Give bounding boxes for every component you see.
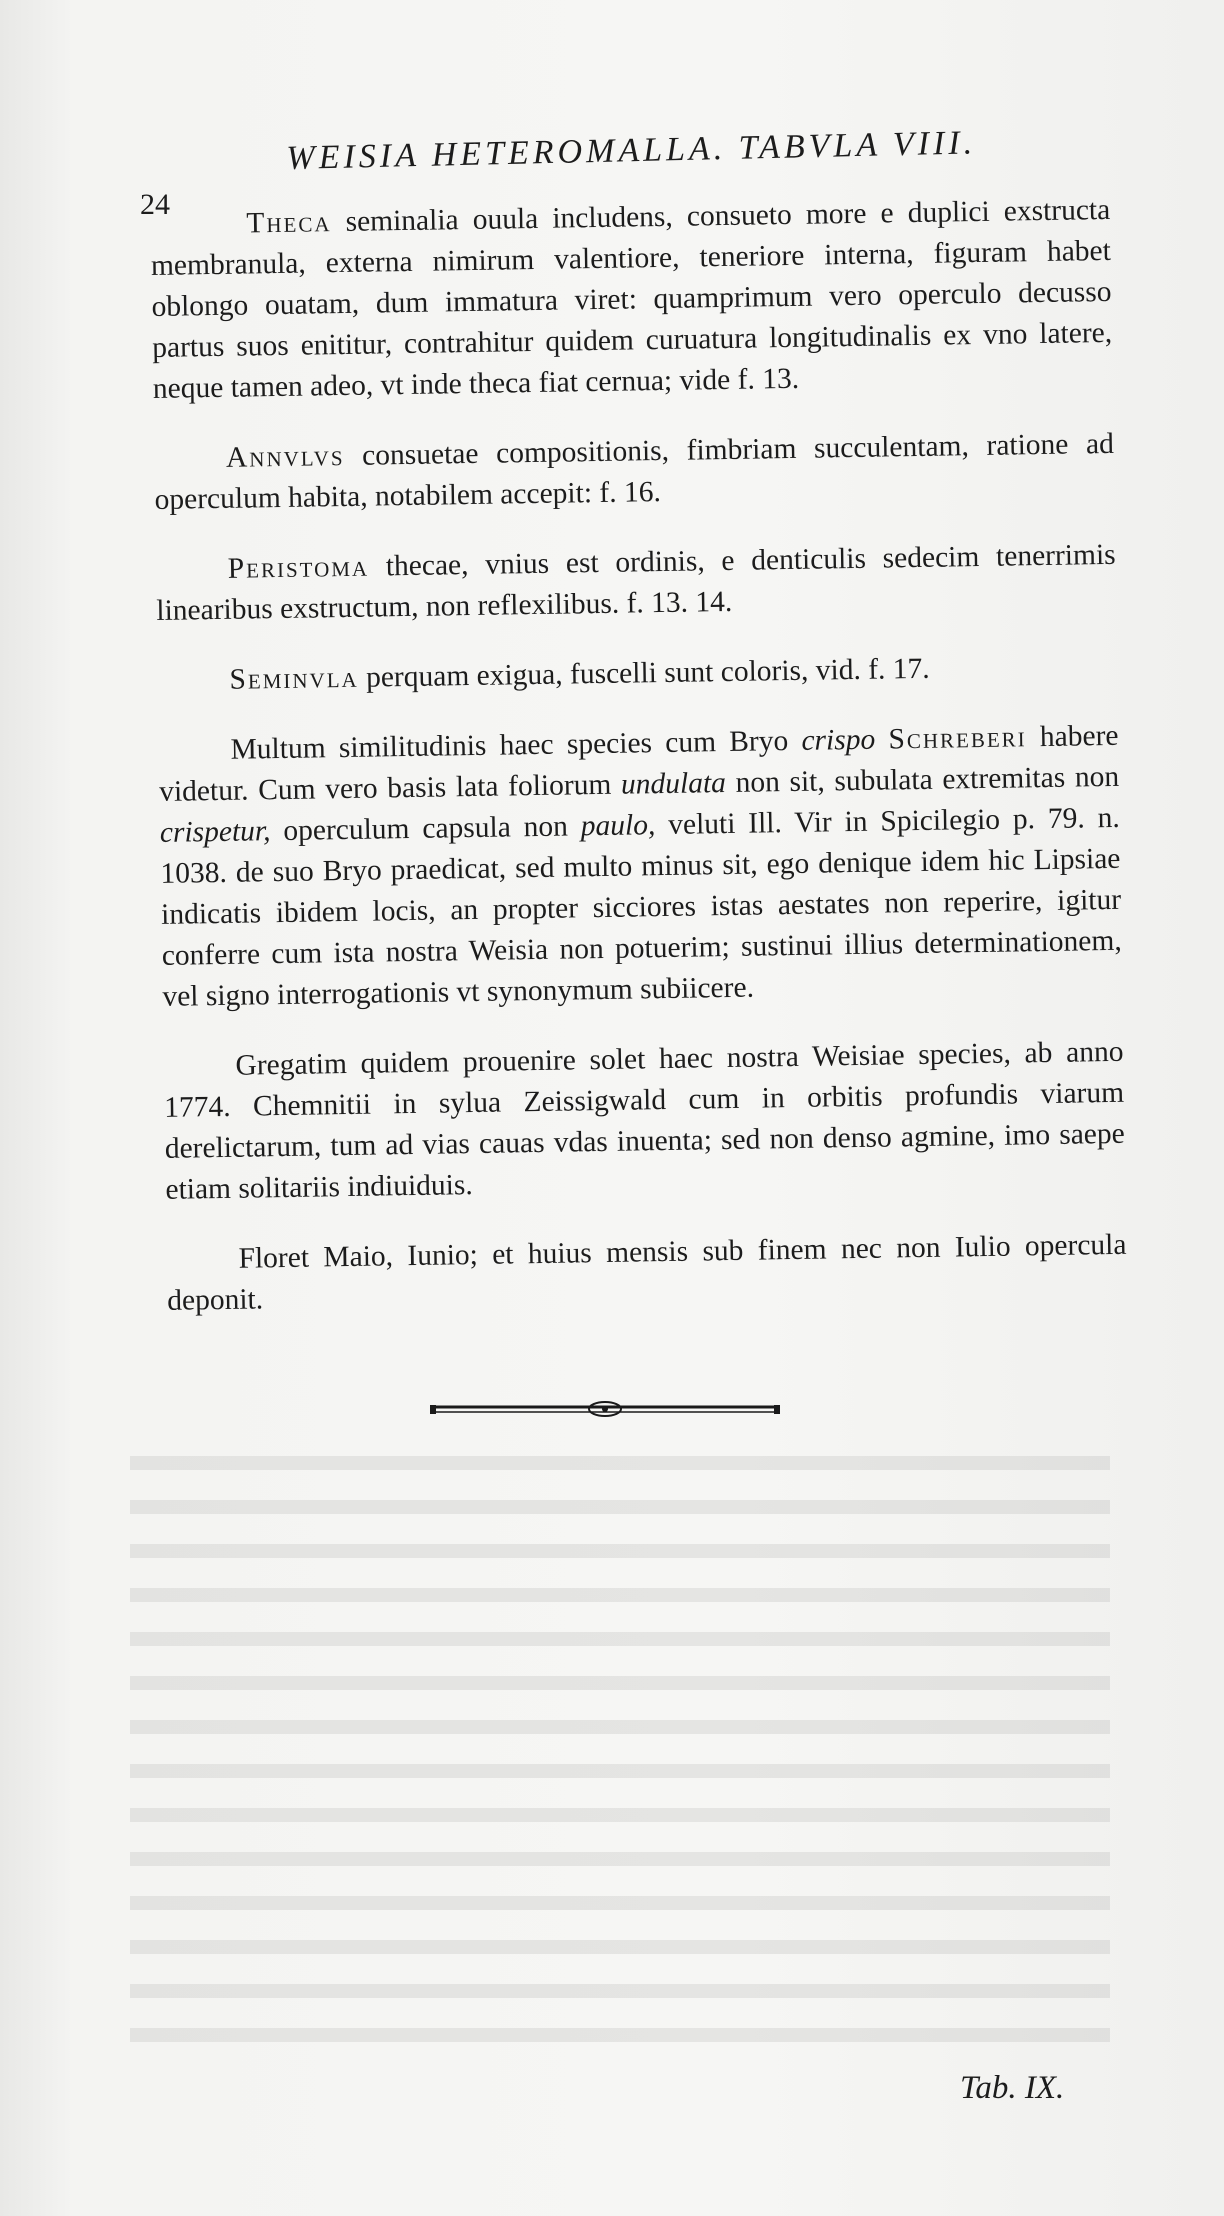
italic-run: crispo xyxy=(801,723,876,757)
paragraph-seminula xyxy=(157,646,1118,702)
paragraph-floret: Floret Maio, Iunio; et huius mensis sub finem nec non Iulio opercula deponit. xyxy=(166,1228,1127,1317)
running-title: WEISIA HETEROMALLA. TABVLA VIII. xyxy=(286,124,977,177)
paragraph-text: perquam exigua, fuscelli sunt coloris, vid. f. 17. xyxy=(358,652,930,694)
paragraph-text: consuetae compositionis, fimbriam succulentam, ratione ad operculum habita, notabilem accepit: f. 16. xyxy=(154,427,1115,516)
italic-run: crispetur, xyxy=(159,815,271,849)
body-text xyxy=(150,190,1128,1351)
page-number: 24 xyxy=(140,188,170,221)
text-run: habere videtur. Cum vero basis lata foliorum xyxy=(158,719,1119,808)
italic-run: paulo, xyxy=(580,809,656,843)
text-run: operculum capsula non xyxy=(270,810,582,848)
term-annulus: Annvlvs xyxy=(225,439,345,474)
paragraph-similitude xyxy=(158,716,1122,1018)
paragraph-text: seminalia ouula includens, consueto more e duplici exstructa membranula, externa nimirum valentiore, teneriore interna, figuram habet oblongo ouatam, dum immatura viret: quamprimum vero operculo decusso partus suos enititur, contrahitur quidem curuatura longitudinalis ex vno latere, neque tamen adeo, vt inde theca fiat cernua; vide f. 13. xyxy=(150,193,1113,405)
paragraph-theca xyxy=(150,190,1113,410)
term-theca: Theca xyxy=(246,206,332,240)
text-run: non sit, subulata extremitas non xyxy=(725,760,1120,800)
text-run: veluti Ill. Vir in Spicilegio p. 79. n. 1038. de suo Bryo praedicat, sed multo minus sit, ego denique idem hic Lipsiae indicatis ibidem locis, an propter sicciores istas aestates non reperire, igitur conferre cum ista nostra Weisia non potuerim; sustinui illius determinationem, vel signo interrogationis vt synonymum subiicere. xyxy=(160,801,1122,1013)
text-run: Multum similitudinis haec species cum Bryo xyxy=(230,724,802,766)
italic-run: undulata xyxy=(620,767,727,801)
term-seminula: Seminvla xyxy=(229,661,359,696)
catchword: Tab. IX. xyxy=(960,2070,1065,2106)
text-run xyxy=(875,723,889,755)
paragraph-gregatim: Gregatim quidem prouenire solet haec nostra Weisiae species, ab anno 1774. Chemnitii in sylua Zeissigwald cum in orbitis profundis viarum derelictarum, tum ad vias cauas vdas inuenta; sed non denso agmine, imo saepe etiam solitariis indiuiduis. xyxy=(163,1035,1125,1206)
paragraph-peristoma xyxy=(155,535,1116,632)
bleed-through-texture xyxy=(130,1440,1110,2060)
page-header xyxy=(140,124,1120,221)
paragraph-text: thecae, vnius est ordinis, e denticulis sedecim tenerrimis linearibus exstructum, non reflexilibus. f. 13. 14. xyxy=(156,538,1116,627)
paragraph-annulus xyxy=(154,424,1115,521)
author-name: Schreberi xyxy=(888,721,1027,756)
rule-ornament-icon xyxy=(430,1396,780,1422)
term-peristoma: Peristoma xyxy=(227,550,370,585)
